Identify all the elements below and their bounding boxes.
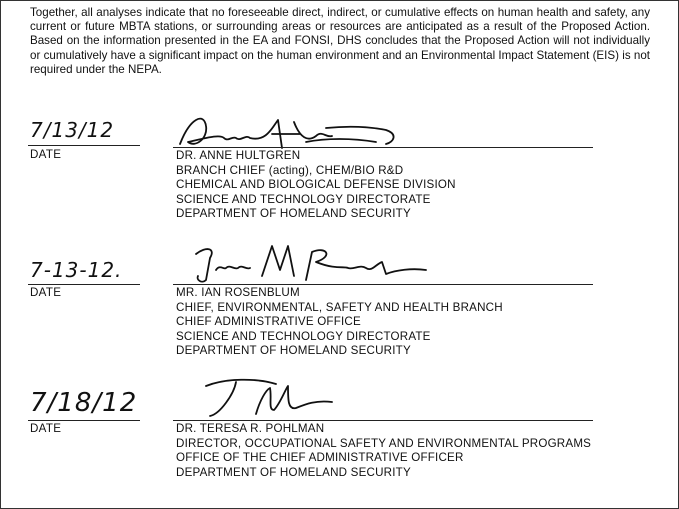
title-line: DEPARTMENT OF HOMELAND SECURITY (176, 207, 411, 221)
signature-image (176, 374, 436, 420)
title-line: BRANCH CHIEF (acting), CHEM/BIO R&D (176, 163, 404, 177)
title-line: DEPARTMENT OF HOMELAND SECURITY (176, 465, 411, 479)
date-line (28, 420, 140, 421)
conclusion-paragraph: Together, all analyses indicate that no foreseeable direct, indirect, or cumulative effects on human health and safety, any current or future MBTA stations, or surrounding areas or resources are anticipated as a result of the Proposed Action. Based on the information presented in the EA and FONSI, DHS concludes that the Proposed Action will not individually or cumulatively have a significant impact on the human environment and an Environmental Impact Statement (EIS) is not required under the NEPA. (30, 6, 650, 76)
handwritten-date: 7-13-12. (30, 258, 123, 282)
title-line: CHIEF ADMINISTRATIVE OFFICE (176, 315, 361, 329)
signatory-name: DR. ANNE HULTGREN (176, 149, 301, 162)
title-line: DIRECTOR, OCCUPATIONAL SAFETY AND ENVIRONMENTAL PROGRAMS (176, 436, 592, 450)
signatory-name: DR. TERESA R. POHLMAN (176, 422, 325, 435)
handwritten-date: 7/18/12 (30, 388, 138, 418)
signature-line (173, 284, 593, 285)
signature-line (173, 147, 593, 148)
handwritten-date: 7/13/12 (30, 118, 115, 142)
title-line: DEPARTMENT OF HOMELAND SECURITY (176, 344, 411, 358)
signatory-details (176, 149, 456, 222)
date-line (28, 284, 140, 285)
title-line: CHIEF, ENVIRONMENTAL, SAFETY AND HEALTH BRANCH (176, 300, 503, 314)
title-line: OFFICE OF THE CHIEF ADMINISTRATIVE OFFICER (176, 451, 464, 465)
signatory-name: MR. IAN ROSENBLUM (176, 286, 300, 299)
date-label: DATE (30, 422, 62, 435)
title-line: SCIENCE AND TECHNOLOGY DIRECTORATE (176, 192, 431, 206)
date-label: DATE (30, 148, 62, 161)
signature-line (173, 420, 593, 421)
title-line: CHEMICAL AND BIOLOGICAL DEFENSE DIVISION (176, 178, 456, 192)
signatory-details (176, 286, 503, 359)
date-label: DATE (30, 286, 62, 299)
date-line (28, 145, 140, 146)
title-line: SCIENCE AND TECHNOLOGY DIRECTORATE (176, 329, 431, 343)
signature-image (176, 240, 436, 286)
signatory-details (176, 422, 591, 480)
